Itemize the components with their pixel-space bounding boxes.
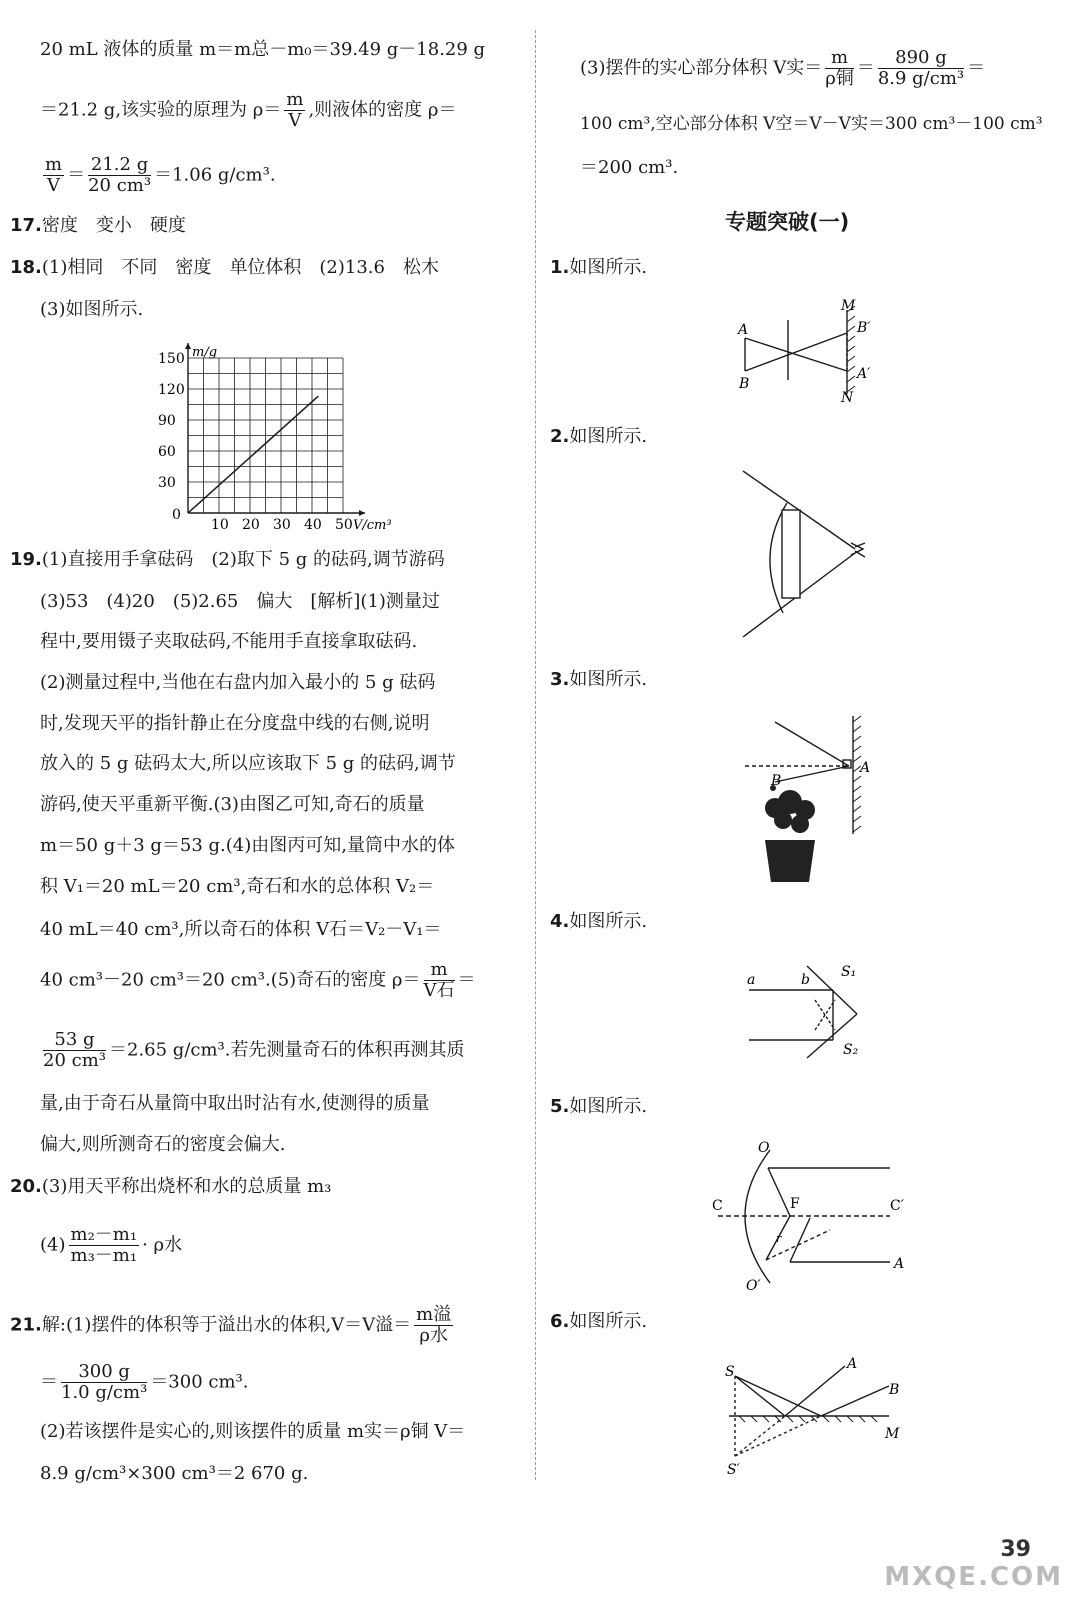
fraction-denominator: ρ水: [419, 1325, 448, 1346]
text-seg: ＝1.06 g/cm³.: [154, 164, 276, 186]
fraction-denominator: V石: [423, 980, 455, 1001]
problem-1: [550, 256, 647, 280]
watermark: MXQE.COM: [884, 1562, 1063, 1592]
text-line: 量,由于奇石从量筒中取出时沾有水,使测得的质量: [40, 1093, 430, 1114]
question-number: 19.: [10, 549, 42, 570]
answer-text: 解:(1)摆件的体积等于溢出水的体积,V＝V溢＝: [41, 1314, 412, 1336]
x-tick-label: 30: [273, 517, 291, 530]
fraction-denominator: 20 cm³: [43, 1050, 106, 1071]
text-seg: (3)摆件的实心部分体积 V实＝: [580, 57, 823, 79]
question-17: [10, 214, 186, 238]
text-seg: 40 cm³－20 cm³＝20 cm³.(5)奇石的密度 ρ＝: [40, 969, 421, 991]
label-M: M: [885, 1426, 900, 1442]
text-seg: ＝: [457, 969, 476, 991]
text-line: (3)53 (4)20 (5)2.65 偏大 [解析](1)测量过: [40, 591, 440, 612]
text-line: m＝50 g＋3 g＝53 g.(4)由图丙可知,量筒中水的体: [40, 835, 456, 856]
answer-text: 如图所示.: [569, 426, 648, 447]
fraction: [424, 960, 455, 1001]
question-number: 6.: [550, 1311, 570, 1332]
x-axis-label: V/cm³: [353, 518, 392, 530]
x-tick-label: 10: [211, 517, 229, 530]
figure-5-concave-mirror: [710, 1138, 910, 1293]
y-axis-label: m/g: [192, 345, 218, 360]
problem-6: [550, 1310, 647, 1334]
fraction: [878, 48, 964, 89]
fraction-numerator: m: [424, 960, 455, 981]
text-line: (3)如图所示.: [40, 299, 144, 320]
fraction-denominator: 20 cm³: [88, 175, 152, 196]
label-b: b: [801, 972, 810, 988]
figure-3-flower-mirror: [735, 712, 885, 884]
answer-text: 如图所示.: [569, 1096, 648, 1117]
problem-4: [550, 910, 647, 934]
text-line: 偏大,则所测奇石的密度会偏大.: [40, 1134, 286, 1155]
question-21: [10, 1305, 456, 1346]
fraction-numerator: 21.2 g: [88, 155, 151, 176]
y-tick-label: 60: [158, 444, 176, 460]
label-A: A: [894, 1256, 905, 1272]
text-line: ＝200 cm³.: [580, 157, 679, 178]
fraction-denominator: m₃－m₁: [70, 1245, 138, 1266]
fraction-numerator: m: [45, 154, 63, 175]
fraction: [88, 155, 151, 196]
text-line: (2)若该摆件是实心的,则该摆件的质量 m实＝ρ铜 V＝: [40, 1421, 466, 1442]
text-seg: ＝2.65 g/cm³.若先测量奇石的体积再测其质: [109, 1039, 465, 1061]
figure-4-two-mirrors: [735, 960, 885, 1060]
fraction-numerator: 890 g: [878, 48, 964, 69]
fraction-denominator: V: [288, 110, 302, 131]
text-line: (2)测量过程中,当他在右盘内加入最小的 5 g 砝码: [40, 672, 436, 693]
text-line: 20 mL 液体的质量 m＝m总－m₀＝39.49 g－18.29 g: [40, 39, 486, 60]
label-A: A: [860, 760, 871, 776]
answer-text: 如图所示.: [569, 669, 648, 690]
figure-6-plane-mirror: [725, 1352, 905, 1482]
origin-label: 0: [172, 507, 181, 523]
y-axis-arrow: [185, 343, 191, 349]
answer-text: 如图所示.: [569, 257, 648, 278]
fraction: [825, 48, 854, 89]
text-seg: ＝: [40, 1371, 58, 1393]
label-r: r: [776, 1232, 782, 1245]
x-tick-label: 50: [335, 517, 353, 530]
label-C: C: [712, 1198, 723, 1214]
text-line: [580, 48, 985, 89]
problem-5: [550, 1095, 647, 1119]
fraction-denominator: 8.9 g/cm³: [877, 68, 965, 89]
question-number: 4.: [550, 911, 570, 932]
text-line: [40, 1225, 182, 1266]
question-number: 20.: [10, 1176, 42, 1197]
fraction-numerator: m: [825, 48, 854, 69]
label-a: a: [747, 972, 756, 988]
text-line: 8.9 g/cm³×300 cm³＝2 670 g.: [40, 1463, 309, 1484]
question-number: 18.: [10, 257, 42, 278]
text-line: 40 mL＝40 cm³,所以奇石的体积 V石＝V₂－V₁＝: [40, 919, 442, 940]
x-tick-label: 20: [242, 517, 260, 530]
figure-2-glass-block: [735, 465, 875, 643]
fraction: [284, 90, 305, 131]
question-19: [10, 548, 445, 572]
y-tick-label: 120: [158, 382, 185, 398]
fraction-numerator: m: [286, 89, 304, 110]
fraction: [414, 1305, 453, 1346]
label-B: B: [739, 376, 750, 392]
x-tick-label: 40: [304, 517, 322, 530]
fraction: [43, 155, 64, 196]
y-tick-label: 90: [158, 413, 176, 429]
answer-text: 如图所示.: [569, 1311, 648, 1332]
label-A-prime: A′: [857, 366, 871, 382]
mass-volume-chart: [150, 335, 410, 530]
y-tick-label: 30: [158, 475, 176, 491]
text-line: 100 cm³,空心部分体积 V空＝V－V实＝300 cm³－100 cm³: [580, 114, 1043, 134]
column-divider: [535, 30, 536, 1480]
question-20: [10, 1175, 331, 1199]
fraction-numerator: 300 g: [61, 1362, 147, 1383]
answer-text: (1)相同 不同 密度 单位体积 (2)13.6 松木: [41, 257, 439, 278]
fraction: [43, 1030, 106, 1071]
label-C-prime: C′: [890, 1198, 904, 1214]
text-line: [40, 960, 476, 1001]
text-line: [40, 90, 456, 131]
y-tick-label: 150: [158, 351, 185, 367]
fraction: [69, 1225, 140, 1266]
answer-text: 密度 变小 硬度: [41, 215, 186, 236]
label-F: F: [790, 1196, 800, 1212]
fraction-denominator: ρ铜: [825, 68, 854, 89]
label-O-prime: O′: [746, 1278, 761, 1293]
question-number: 2.: [550, 426, 570, 447]
chart-grid: [188, 358, 343, 513]
chart-axes: [185, 343, 365, 516]
question-number: 3.: [550, 669, 570, 690]
text-line: $\frac{m}{V}$ ＝ $\frac{21.2 g}{\text{20 cm³}}$ ＝1.06 g/cm³.: [45, 154, 276, 196]
text-line: [40, 1362, 248, 1403]
label-A: A: [738, 322, 749, 338]
label-S: S: [725, 1364, 735, 1380]
text-seg: ＝: [967, 57, 986, 79]
question-number: 21.: [10, 1314, 42, 1336]
problem-3: [550, 668, 647, 692]
label-A: A: [847, 1356, 858, 1372]
fraction-numerator: 53 g: [43, 1030, 106, 1051]
text-line: 程中,要用镊子夹取砝码,不能用手直接拿取砝码.: [40, 631, 418, 652]
question-number: 1.: [550, 257, 570, 278]
text-seg: ＝: [856, 57, 875, 79]
problem-2: [550, 425, 647, 449]
fraction-numerator: m溢: [416, 1304, 452, 1325]
label-S1: S₁: [841, 964, 857, 980]
text-seg: ,则液体的密度 ρ＝: [308, 99, 457, 121]
label-O: O: [758, 1140, 770, 1156]
text-line: [40, 1030, 464, 1071]
fraction-denominator: V: [47, 175, 61, 196]
section-title: 专题突破(一): [725, 210, 850, 234]
x-axis-arrow: [359, 510, 365, 516]
text-line: 放入的 5 g 砝码太大,所以应该取下 5 g 的砝码,调节: [40, 753, 456, 774]
label-B-prime: B′: [857, 320, 871, 336]
answer-text: 如图所示.: [569, 911, 648, 932]
label-N: N: [841, 390, 854, 406]
question-number: 17.: [10, 215, 42, 236]
label-S2: S₂: [843, 1042, 859, 1058]
chart-ticks: [158, 351, 353, 530]
page-number: 39: [1000, 1537, 1031, 1562]
text-seg: · ρ水: [142, 1234, 183, 1256]
text-line: 游码,使天平重新平衡.(3)由图乙可知,奇石的质量: [40, 794, 425, 815]
text-seg: ＝300 cm³.: [150, 1371, 249, 1393]
question-number: 5.: [550, 1096, 570, 1117]
label-B: B: [889, 1382, 900, 1398]
text-seg: ＝21.2 g,该实验的原理为 ρ＝: [40, 99, 282, 121]
fraction: [61, 1362, 147, 1403]
label-M: M: [841, 298, 856, 314]
question-18: [10, 256, 439, 280]
fraction-numerator: m₂－m₁: [70, 1224, 138, 1245]
label-S-prime: S′: [727, 1462, 740, 1478]
figure-1-pinhole-mirror: [735, 298, 885, 406]
fraction-denominator: 1.0 g/cm³: [61, 1382, 148, 1403]
text-line: 积 V₁＝20 mL＝20 cm³,奇石和水的总体积 V₂＝: [40, 876, 435, 897]
label-B: B: [771, 773, 782, 789]
data-series-line: [188, 396, 318, 513]
text-seg: (4): [40, 1234, 66, 1256]
text-line: 时,发现天平的指针静止在分度盘中线的右侧,说明: [40, 713, 430, 734]
answer-text: (3)用天平称出烧杯和水的总质量 m₃: [41, 1176, 332, 1197]
answer-text: (1)直接用手拿砝码 (2)取下 5 g 的砝码,调节游码: [41, 549, 445, 570]
